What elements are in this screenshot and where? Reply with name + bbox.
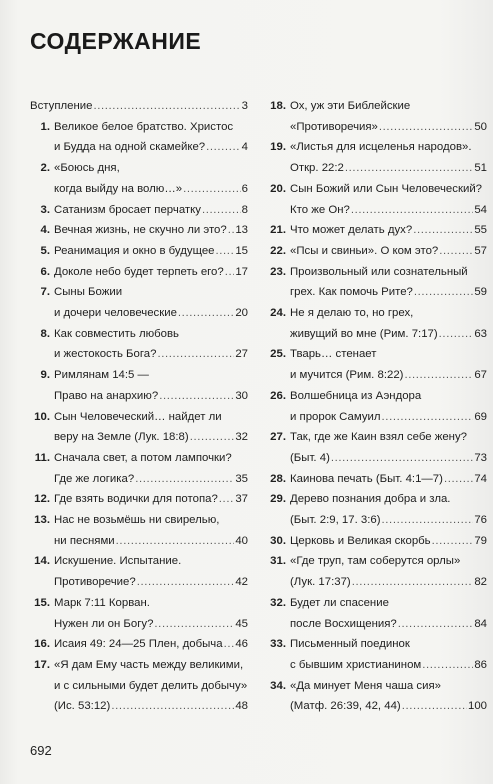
toc-entry-body bbox=[54, 489, 248, 510]
leader-dots bbox=[228, 220, 235, 241]
toc-entry bbox=[266, 469, 487, 490]
leader-dots bbox=[351, 200, 473, 221]
toc-entry-number: 13. bbox=[34, 514, 50, 527]
toc-entry-title-line: ни песнями bbox=[54, 534, 115, 547]
toc-entry-body bbox=[54, 324, 248, 365]
toc-entry-page: 37 bbox=[235, 493, 248, 506]
toc-entry-number: 28. bbox=[270, 472, 286, 485]
toc-entry-body bbox=[54, 365, 248, 406]
toc-entry-title-line: «Противоречия» bbox=[290, 120, 378, 133]
toc-entry-last-line bbox=[290, 572, 487, 593]
leader-dots bbox=[159, 386, 234, 407]
leader-dots bbox=[345, 158, 473, 179]
toc-entry-body bbox=[290, 137, 487, 178]
leader-dots bbox=[439, 241, 473, 262]
toc-entry-body bbox=[290, 676, 487, 717]
toc-entry-title-line: Откр. 22:2 bbox=[290, 162, 344, 175]
toc-entry-title-line: Римлянам 14:5 — bbox=[54, 369, 149, 382]
toc-entry-last-line bbox=[54, 469, 248, 490]
toc-entry-page: 48 bbox=[235, 700, 248, 713]
toc-entry-page: 15 bbox=[235, 244, 248, 257]
toc-entry-last-line bbox=[290, 220, 487, 241]
toc-entry-title-line: (Ис. 53:12) bbox=[54, 700, 111, 713]
toc-entry-last-line bbox=[290, 365, 487, 386]
leader-dots bbox=[382, 407, 474, 428]
toc-entry-last-line bbox=[54, 344, 248, 365]
toc-entry-last-line bbox=[290, 614, 487, 635]
toc-entry bbox=[266, 489, 487, 530]
toc-entry-page: 54 bbox=[474, 203, 487, 216]
toc-entry-body bbox=[54, 510, 248, 551]
toc-entry-number: 22. bbox=[270, 244, 286, 257]
toc-entry bbox=[30, 200, 248, 221]
toc-entry-last-line bbox=[290, 469, 487, 490]
toc-entry-last-line bbox=[290, 200, 487, 221]
toc-entry-body bbox=[54, 200, 248, 221]
toc-entry-title-line: «Листья для исцеленья народов». bbox=[290, 141, 472, 154]
toc-entry-title-line: Как совместить любовь bbox=[54, 327, 179, 340]
leader-dots bbox=[183, 179, 241, 200]
toc-entry-body bbox=[290, 593, 487, 634]
toc-entry bbox=[30, 551, 248, 592]
leader-dots bbox=[398, 614, 474, 635]
toc-entry-title-line: Нужен ли он Богу? bbox=[54, 617, 154, 630]
toc-entry-last-line bbox=[30, 96, 248, 117]
toc-entry-title-line: и с сильными будет делить добычу» bbox=[54, 679, 248, 692]
toc-entry-title-line: Великое белое братство. Христос bbox=[54, 120, 234, 133]
toc-entry-page: 74 bbox=[474, 472, 487, 485]
page-number: 692 bbox=[30, 743, 52, 758]
toc-entry-last-line bbox=[54, 303, 248, 324]
toc-entry bbox=[30, 262, 248, 283]
toc-entry bbox=[30, 220, 248, 241]
toc-entry-title-line: и жестокость Бога? bbox=[54, 348, 157, 361]
leader-dots bbox=[216, 241, 235, 262]
toc-entry-last-line bbox=[54, 137, 248, 158]
toc-entry-number: 14. bbox=[34, 555, 50, 568]
toc-entry-title-line: «Я дам Ему часть между великими, bbox=[54, 658, 244, 671]
toc-entry-number: 17. bbox=[34, 658, 50, 671]
toc-entry-page: 20 bbox=[235, 307, 248, 320]
toc-entry bbox=[30, 241, 248, 262]
toc-entry bbox=[30, 117, 248, 158]
leader-dots bbox=[178, 303, 234, 324]
toc-entry-title-line: после Восхищения? bbox=[290, 617, 397, 630]
toc-entry-page: 45 bbox=[235, 617, 248, 630]
toc-entry-number: 1. bbox=[40, 120, 50, 133]
toc-entry-number: 27. bbox=[270, 431, 286, 444]
leader-dots bbox=[413, 220, 473, 241]
toc-entry-last-line bbox=[290, 448, 487, 469]
toc-entry-last-line bbox=[290, 158, 487, 179]
toc-entry-body bbox=[54, 593, 248, 634]
toc-entry-body bbox=[290, 303, 487, 344]
toc-entry-number: 15. bbox=[34, 596, 50, 609]
leader-dots bbox=[206, 137, 241, 158]
toc-entry-title-line: Не я делаю то, но грех, bbox=[290, 307, 414, 320]
toc-entry-last-line bbox=[290, 696, 487, 717]
toc-entry-last-line bbox=[290, 117, 487, 138]
toc-entry-number: 5. bbox=[40, 244, 50, 257]
toc-entry-number: 29. bbox=[270, 493, 286, 506]
toc-entry bbox=[30, 282, 248, 323]
toc-entry-page: 51 bbox=[474, 162, 487, 175]
toc-entry bbox=[30, 407, 248, 448]
toc-entry-title-line: «Где труп, там соберутся орлы» bbox=[290, 555, 461, 568]
toc-entry bbox=[30, 489, 248, 510]
toc-entry-title-line: Доколе небо будет терпеть его? bbox=[54, 265, 224, 278]
toc-entry-page: 17 bbox=[235, 265, 248, 278]
leader-dots bbox=[135, 469, 234, 490]
toc-entry-title-line: Сын Человеческий… найдет ли bbox=[54, 410, 222, 423]
toc-entry-page: 73 bbox=[474, 451, 487, 464]
toc-entry-page: 50 bbox=[474, 120, 487, 133]
toc-entry-body bbox=[54, 117, 248, 158]
toc-entry-number: 24. bbox=[270, 307, 286, 320]
toc-entry-body bbox=[290, 531, 487, 552]
toc-entry-title-line: Нас не возьмёшь ни свирелью, bbox=[54, 514, 220, 527]
leader-dots bbox=[111, 696, 234, 717]
toc-entry-title-line: Сатанизм бросает перчатку bbox=[54, 203, 201, 216]
toc-entry-page: 59 bbox=[474, 286, 487, 299]
toc-entry-last-line bbox=[54, 386, 248, 407]
toc-entry-title-line: Сыны Божии bbox=[54, 286, 123, 299]
toc-entry-title-line: грех. Как помочь Рите? bbox=[290, 286, 413, 299]
toc-entry-title-line: Вступление bbox=[30, 100, 93, 112]
toc-entry-title-line: Что может делать дух? bbox=[290, 224, 413, 237]
toc-entry-last-line bbox=[54, 614, 248, 635]
toc-entry-title-line: «Боюсь дня, bbox=[54, 162, 120, 175]
toc-entry-number: 18. bbox=[270, 100, 286, 112]
toc-entry-title-line: Письменный поединок bbox=[290, 638, 410, 651]
toc-entry-number: 20. bbox=[270, 182, 286, 195]
toc-entry-title-line: Право на анархию? bbox=[54, 389, 159, 402]
toc-entry-title-line: (Лук. 17:37) bbox=[290, 576, 351, 589]
toc-entry-body bbox=[54, 407, 248, 448]
toc-entry-last-line bbox=[290, 324, 487, 345]
toc-entry-title-line: Противоречие? bbox=[54, 576, 136, 589]
leader-dots bbox=[93, 96, 240, 117]
toc-entry bbox=[266, 634, 487, 675]
toc-entry-number: 31. bbox=[270, 555, 286, 568]
toc-entry bbox=[266, 427, 487, 468]
toc-entry-title-line: Каинова печать (Быт. 4:1—7) bbox=[290, 472, 443, 485]
toc-entry-number: 30. bbox=[270, 534, 286, 547]
toc-entry-title-line: живущий во мне (Рим. 7:17) bbox=[290, 327, 438, 340]
toc-entry-last-line bbox=[290, 531, 487, 552]
toc-entry-body bbox=[290, 386, 487, 427]
toc-column-right bbox=[266, 96, 487, 717]
toc-entry bbox=[266, 303, 487, 344]
toc-entry-title-line: (Быт. 4) bbox=[290, 451, 330, 464]
leader-dots bbox=[225, 262, 235, 283]
toc-entry-page: 42 bbox=[235, 576, 248, 589]
toc-entry-title-line: Вечная жизнь, не скучно ли это? bbox=[54, 224, 227, 237]
toc-column-left bbox=[30, 96, 248, 717]
toc-entry-body bbox=[54, 262, 248, 283]
toc-entry-last-line bbox=[54, 262, 248, 283]
toc-entry-title-line: Где взять водички для потопа? bbox=[54, 493, 218, 506]
leader-dots bbox=[202, 200, 241, 221]
toc-entry-last-line bbox=[290, 510, 487, 531]
toc-entry-title-line: Дерево познания добра и зла. bbox=[290, 493, 451, 506]
toc-entry-page: 46 bbox=[235, 638, 248, 651]
toc-entry-page: 67 bbox=[474, 369, 487, 382]
leader-dots bbox=[219, 489, 235, 510]
toc-entry-last-line bbox=[290, 655, 487, 676]
toc-entry-title-line: Исаия 49: 24—25 Плен, добыча bbox=[54, 638, 223, 651]
toc-entry-title-line: Кто же Он? bbox=[290, 203, 350, 216]
toc-entry-body bbox=[290, 634, 487, 675]
toc-entry-body bbox=[290, 427, 487, 468]
toc-entry-body bbox=[54, 158, 248, 199]
toc-entry-last-line bbox=[54, 489, 248, 510]
toc-entry-body bbox=[290, 179, 487, 220]
toc-entry-title-line: Так, где же Каин взял себе жену? bbox=[290, 431, 467, 444]
leader-dots bbox=[331, 448, 473, 469]
toc-entry-number: 7. bbox=[40, 286, 50, 299]
toc-entry-number: 25. bbox=[270, 348, 286, 361]
toc-entry bbox=[30, 365, 248, 406]
leader-dots bbox=[157, 344, 234, 365]
toc-entry-title-line: с бывшим христианином bbox=[290, 658, 422, 671]
toc-entry-last-line bbox=[290, 282, 487, 303]
toc-entry-number: 21. bbox=[270, 224, 286, 237]
toc-entry-body bbox=[290, 96, 487, 137]
leader-dots bbox=[116, 531, 235, 552]
leader-dots bbox=[352, 572, 474, 593]
toc-entry-number: 32. bbox=[270, 596, 286, 609]
toc-entry-page: 69 bbox=[474, 410, 487, 423]
toc-entry bbox=[30, 593, 248, 634]
toc-entry-page: 3 bbox=[241, 100, 248, 112]
toc-entry-body bbox=[54, 448, 248, 489]
toc-entry-title-line: Марк 7:11 Корван. bbox=[54, 596, 150, 609]
toc-entry-number: 26. bbox=[270, 389, 286, 402]
page-title: СОДЕРЖАНИЕ bbox=[30, 28, 202, 54]
toc-entry bbox=[30, 158, 248, 199]
toc-entry-page: 76 bbox=[474, 514, 487, 527]
toc-entry bbox=[266, 262, 487, 303]
toc-entry-number: 10. bbox=[34, 410, 50, 423]
toc-entry bbox=[30, 510, 248, 551]
toc-entry bbox=[30, 96, 248, 117]
toc-entry-title-line: Ох, уж эти Библейские bbox=[290, 100, 411, 112]
toc-entry bbox=[266, 344, 487, 385]
toc-entry-title-line: (Матф. 26:39, 42, 44) bbox=[290, 700, 401, 713]
toc-entry bbox=[266, 241, 487, 262]
toc-entry-body bbox=[54, 551, 248, 592]
toc-entry-page: 86 bbox=[474, 658, 487, 671]
toc-entry-page: 8 bbox=[241, 203, 248, 216]
toc-entry-last-line bbox=[54, 634, 248, 655]
toc-entry-title-line: и мучится (Рим. 8:22) bbox=[290, 369, 404, 382]
toc-entry-body bbox=[290, 241, 487, 262]
toc-entry-body bbox=[290, 220, 487, 241]
toc-entry bbox=[30, 655, 248, 717]
toc-entry-number: 16. bbox=[34, 638, 50, 651]
toc-entry-number: 3. bbox=[40, 203, 50, 216]
toc-entry-title-line: Церковь и Великая скорбь bbox=[290, 534, 431, 547]
toc-entry-last-line bbox=[54, 572, 248, 593]
toc-entry-body bbox=[54, 282, 248, 323]
toc-entry-last-line bbox=[54, 179, 248, 200]
toc-entry-page: 6 bbox=[241, 182, 248, 195]
toc-entry-title-line: Реанимация и окно в будущее bbox=[54, 244, 215, 257]
toc-entry-number: 12. bbox=[34, 493, 50, 506]
toc-entry bbox=[266, 386, 487, 427]
leader-dots bbox=[137, 572, 235, 593]
toc-entry-title-line: Где же логика? bbox=[54, 472, 135, 485]
leader-dots bbox=[154, 614, 234, 635]
toc-entry-page: 63 bbox=[474, 327, 487, 340]
leader-dots bbox=[432, 531, 474, 552]
leader-dots bbox=[402, 696, 467, 717]
toc-entry-number: 9. bbox=[40, 369, 50, 382]
toc-entry-body bbox=[290, 469, 487, 490]
toc-entry-title-line: (Быт. 2:9, 17. 3:6) bbox=[290, 514, 381, 527]
toc-entry-page: 40 bbox=[235, 534, 248, 547]
toc-entry-title-line: «Псы и свиньи». О ком это? bbox=[290, 244, 439, 257]
toc-entry bbox=[266, 531, 487, 552]
toc-entry-body bbox=[30, 96, 248, 117]
toc-entry-last-line bbox=[54, 200, 248, 221]
toc-entry-page: 84 bbox=[474, 617, 487, 630]
toc-entry-last-line bbox=[54, 427, 248, 448]
toc-entry-body bbox=[290, 262, 487, 303]
leader-dots bbox=[382, 510, 474, 531]
toc-entry-title-line: Тварь… стенает bbox=[290, 348, 377, 361]
toc-entry-page: 57 bbox=[474, 244, 487, 257]
leader-dots bbox=[422, 655, 473, 676]
toc-entry-title-line: и Будда на одной скамейке? bbox=[54, 141, 206, 154]
leader-dots bbox=[439, 324, 474, 345]
toc-entry-title-line: Волшебница из Аэндора bbox=[290, 389, 422, 402]
toc-entry-title-line: веру на Земле (Лук. 18:8) bbox=[54, 431, 189, 444]
toc-entry-title-line: и пророк Самуил bbox=[290, 410, 381, 423]
toc-entry-last-line bbox=[290, 241, 487, 262]
toc-entry bbox=[266, 137, 487, 178]
toc-entry-number: 34. bbox=[270, 679, 286, 692]
toc-entry-body bbox=[290, 344, 487, 385]
leader-dots bbox=[190, 427, 235, 448]
toc-entry-body bbox=[290, 551, 487, 592]
toc-entry-page: 32 bbox=[235, 431, 248, 444]
leader-dots bbox=[444, 469, 473, 490]
toc-entry-number: 11. bbox=[34, 451, 50, 464]
toc-entry-number: 6. bbox=[40, 265, 50, 278]
toc-entry-title-line: «Да минует Меня чаша сия» bbox=[290, 679, 441, 692]
toc-entry-body bbox=[54, 220, 248, 241]
toc-entry-title-line: Искушение. Испытание. bbox=[54, 555, 182, 568]
toc-entry-title-line: Сначала свет, а потом лампочки? bbox=[54, 451, 232, 464]
toc-entry-number: 2. bbox=[40, 162, 50, 175]
toc-entry-body bbox=[54, 241, 248, 262]
toc-entry-number: 19. bbox=[270, 141, 286, 154]
toc-entry-last-line bbox=[290, 407, 487, 428]
leader-dots bbox=[404, 365, 473, 386]
toc-entry-page: 79 bbox=[474, 534, 487, 547]
toc-entry bbox=[266, 551, 487, 592]
leader-dots bbox=[224, 634, 235, 655]
leader-dots bbox=[414, 282, 473, 303]
toc-entry-page: 27 bbox=[235, 348, 248, 361]
toc-entry-title-line: и дочери человеческие bbox=[54, 307, 177, 320]
toc-entry-number: 8. bbox=[40, 327, 50, 340]
toc-entry-title-line: Сын Божий или Сын Человеческий? bbox=[290, 182, 483, 195]
toc-entry-last-line bbox=[54, 696, 248, 717]
toc-entry bbox=[30, 634, 248, 655]
leader-dots bbox=[379, 117, 473, 138]
toc-entry-body bbox=[290, 489, 487, 530]
toc-entry-page: 55 bbox=[474, 224, 487, 237]
toc-entry-page: 100 bbox=[467, 700, 487, 713]
toc-entry-body bbox=[54, 634, 248, 655]
toc-entry-title-line: когда выйду на волю…» bbox=[54, 182, 183, 195]
toc-entry bbox=[30, 324, 248, 365]
toc-entry-last-line bbox=[54, 220, 248, 241]
toc-entry bbox=[266, 220, 487, 241]
toc-entry-number: 33. bbox=[270, 638, 286, 651]
toc-entry-number: 4. bbox=[40, 224, 50, 237]
toc-entry-page: 35 bbox=[235, 472, 248, 485]
toc-entry bbox=[266, 179, 487, 220]
toc-entry-last-line bbox=[54, 531, 248, 552]
toc-entry-page: 82 bbox=[474, 576, 487, 589]
toc-entry-page: 30 bbox=[235, 389, 248, 402]
toc-entry-number: 23. bbox=[270, 265, 286, 278]
toc-entry-body bbox=[54, 655, 248, 717]
toc-entry-page: 13 bbox=[235, 224, 248, 237]
toc-entry bbox=[266, 593, 487, 634]
toc-entry-title-line: Произвольный или сознательный bbox=[290, 265, 468, 278]
toc-entry-page: 4 bbox=[241, 141, 248, 154]
toc-entry bbox=[30, 448, 248, 489]
toc-entry bbox=[266, 96, 487, 137]
toc-entry-title-line: Будет ли спасение bbox=[290, 596, 389, 609]
toc-entry bbox=[266, 676, 487, 717]
toc-entry-last-line bbox=[54, 241, 248, 262]
